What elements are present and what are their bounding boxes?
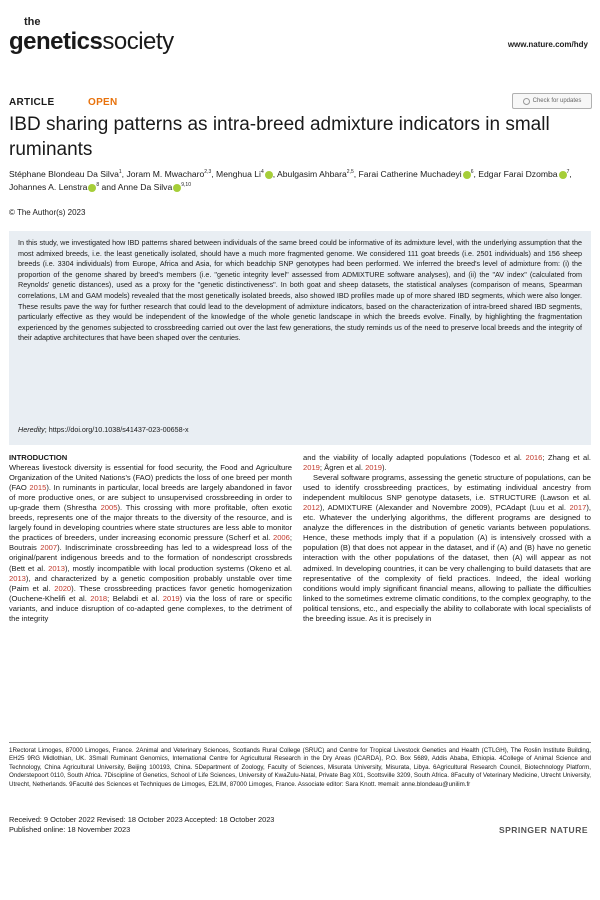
journal-logo-the: the (24, 16, 41, 28)
logo-bold-text: genetics (9, 28, 103, 55)
journal-url-link[interactable]: www.nature.com/hdy (507, 40, 588, 49)
reference-link[interactable]: 2006 (272, 533, 290, 543)
journal-logo (9, 28, 174, 56)
authors-conjunction: and (101, 182, 116, 192)
publication-dates (9, 815, 274, 834)
reference-link[interactable]: 2013 (48, 563, 65, 573)
paragraph: Several software programs, assessing the genetic structure of populations, can be used to identify crossbreeding practices, by estimating individual ancestry from independent multilocus SNP genotype datasets, i.e. STRUCTURE (Lawson et al. 2012), ADMIXTURE (Alexander and Novembre 2009), PCAdapt (Luu et al. 2017), etc. Whatever the underlying algorithms, the different programs are designed to analyze the differences in the distribution of genetic variants between populations. Hence, these methods imply that if a population (A) is intensively crossed with a population (B) that does not appear in the dataset, and if (A) and (B) have no genetic interaction with the other populations of the dataset, then (A) will appear as not admixed. In developing countries, it can be very challenging to build datasets that are representative of the complexity of field practices. Indeed, the ideal working conditions would imply significant financial means, allowing to palliate the difficulties linked to the sometimes extreme climatic conditions, to the complex geography, to the political tensions, etc., and especially the ability to collaborate with local specialists of the breeding issue. As it is precisely in (303, 473, 591, 623)
footer-divider (9, 742, 591, 743)
reference-link[interactable]: 2016 (525, 453, 543, 462)
citation-journal: Heredity (18, 425, 45, 434)
check-for-updates-button[interactable] (512, 93, 592, 109)
abstract-text: In this study, we investigated how IBD patterns shared between individuals of the same breed could be informative of its admixture level, with the underlying assumption that the most admixed breeds, i.e. the least genetically isolated, should have a much more fragmented genome. We considered 111 goat breeds (i.e. 2501 individuals) and 156 sheep breeds (i.e. 3304 individuals) from Europe, Africa and Asia, for which beadchip SNP genotypes had been performed. We inferred the breed's level of admixture from: (i) the proportion of the genome shared by breed's members (i.e. "genetic integrity level" assessed from ADMIXTURE software analyses), and (ii) the "AV index" (calculated from Reynolds' genetic distances), used as a proxy for the "genetic distinctiveness". In both goat and sheep datasets, the statistical analyses (comparison of means, Spearman correlations, LM and GAM models) revealed that the most genetically isolated breeds, also showed IBD profiles made up of more shared IBD segments, which were also longer. These results pave the way for further research that could lead to the development of admixture indicators, based on the characterization of intra-breed shared IBD segments, particularly effective as they would be independent of the knowledge of the whole genetic landscape in which the breeds evolve. Finally, by highlighting the fragmentation experienced by the genomes subjected to crossbreeding carried out over the last few generations, the study reminds us of the need to preserve local breeds and the integrity of their adaptive architectures that have been shaped over the centuries. (18, 238, 582, 343)
author[interactable]: Johannes A. Lenstra $^8$ (9, 182, 100, 192)
author[interactable]: Farai Catherine Muchadeyi $^6$ (358, 169, 474, 179)
section-heading-introduction: INTRODUCTION (9, 453, 68, 462)
paper-title: IBD sharing patterns as intra-breed admixture indicators in small ruminants (9, 114, 550, 160)
published-date: Published online: 18 November 2023 (9, 824, 131, 834)
orcid-icon[interactable] (463, 171, 471, 179)
check-for-updates-label: Check for updates (532, 98, 582, 104)
reference-link[interactable]: 2018 (90, 593, 108, 603)
author-list: Stéphane Blondeau Da Silva$^1$, Joram M. Mwacharo$^{2,3}$, Menghua Li$^4$ , Abulgasim Ahbara$^{2,5}$, Farai Catherine Muchadeyi $^6$, Edgar Farai Dzomba $^7$, Johannes A. Lenstra $^8$ and Anne Da Silva $^{9,10}$ (9, 169, 572, 192)
updates-icon (523, 98, 530, 105)
reference-link[interactable]: 2005 (100, 503, 118, 513)
citation-line (18, 425, 189, 434)
logo-light-text: society (102, 28, 174, 55)
author[interactable]: Edgar Farai Dzomba $^7$ (478, 169, 570, 179)
received-dates: Received: 9 October 2022 Revised: 18 October 2023 Accepted: 18 October 2023 (9, 815, 275, 824)
body-column-left (9, 453, 292, 624)
author[interactable]: Joram M. Mwacharo$^{2,3}$ (126, 169, 212, 179)
reference-link[interactable]: 2013 (9, 573, 26, 583)
reference-link[interactable]: 2020 (54, 583, 72, 593)
open-access-label: OPEN (88, 97, 118, 108)
orcid-icon[interactable] (559, 171, 567, 179)
body-column-right (303, 453, 591, 624)
author[interactable]: Anne Da Silva $^{9,10}$ (117, 182, 191, 192)
paragraph: and the viability of locally adapted populations (Todesco et al. 2016; Zhang et al. 2019; Ågren et al. 2019). (303, 453, 592, 473)
article-type-label: ARTICLE (9, 97, 55, 108)
reference-link[interactable]: 2019 (162, 593, 180, 603)
reference-link[interactable]: 2017 (569, 503, 587, 513)
affiliations: 1Rectorat Limoges, 87000 Limoges, France. 2Animal and Veterinary Sciences, Scotlands Rural College (SRUC) and Centre for Tropical Livestock Genetics and Health (CTLGH), The Roslin Institute Building, EH25 9RG Midlothian, UK. 3Small Ruminant Genomics, International Centre for Agricultural Research in the Dry Areas (ICARDA), P.O. Box 5689, Addis Ababa, Ethiopia. 4College of Animal Science and Technology, China Agricultural University, Beijing 100193, China. 5Department of Zoology, Faculty of Sciences, Misurata University, Misurata, Libya. 6Agricultural Research Council, Biotechnology Platform, Onderstepoort 0110, South Africa. 7Discipline of Genetics, School of Life Sciences, University of KwaZulu-Natal, Private Bag X01, Scottsville 3209, South Africa. 8Faculty of Veterinary Medicine, Utrecht University, Utrecht, Netherlands. 9Faculté des Sciences et Techniques de Limoges, E2LIM, 87000 Limoges, France. Associate editor: Sara Knott. ✉email: anne.blondeau@unilim.fr (9, 747, 591, 788)
reference-link[interactable]: 2015 (29, 483, 47, 493)
reference-link[interactable]: 2007 (40, 543, 58, 553)
reference-link[interactable]: 2019 (365, 463, 382, 473)
citation-doi[interactable]: ; https://doi.org/10.1038/s41437-023-00658-x (44, 425, 189, 434)
reference-link[interactable]: 2019 (303, 463, 320, 473)
paragraph: Whereas livestock diversity is essential for food security, the Food and Agriculture Organization of the United Nations's (FAO) predicts the loss of one breed per month (FAO 2015). In ruminants in particular, local breeds are largely abandoned in favor of more productive ones, or are subject to unsupervised crossbreeding in order to up-grade them (Shrestha 2005). This crossing with more profitable, often exotic breeds, represents one of the major threats to the diversity of the resource, and is largely found in developing countries where state structures are less able to monitor the practices of breeders, under increasing economic pressure (Scherf et al. 2006; Boutrais 2007). Indiscriminate crossbreeding has led to a widespread loss of the original/parent indigenous breeds and to the formation of nondescript crossbreds (Bett et al. 2013), mostly incompatible with local production systems (Okeno et al. 2013), and characterized by a genetic composition probably unstable over time (Paim et al. 2020). These crossbreeding practices favor genetic homogenization (Ouchene-Khelifi et al. 2018; Belabdi et al. 2019) via the loss of rare or specific variants, and induce disruption of co-adapted gene complexes, to the detriment of the integrity (9, 463, 293, 623)
orcid-icon[interactable] (265, 171, 273, 179)
reference-link[interactable]: 2012 (303, 503, 320, 513)
copyright-notice: © The Author(s) 2023 (9, 208, 86, 217)
author[interactable]: Abulgasim Ahbara$^{2,5}$ (277, 169, 354, 179)
author[interactable]: Stéphane Blondeau Da Silva$^1$ (9, 169, 122, 179)
author[interactable]: Menghua Li$^4$ (216, 169, 264, 179)
publisher-logo: SPRINGER NATURE (498, 825, 588, 835)
